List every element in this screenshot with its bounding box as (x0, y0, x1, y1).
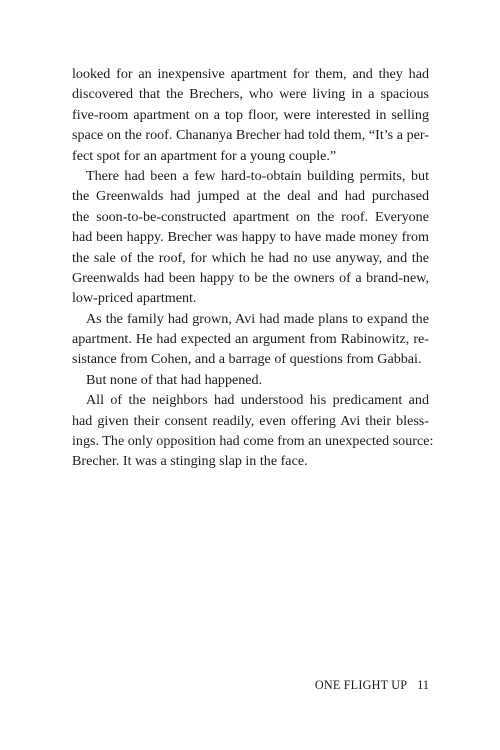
page-number: 11 (417, 678, 429, 692)
text-line: sistance from Cohen, and a barrage of questions from Gabbai. (72, 351, 422, 368)
text-line: apartment. He had expected an argument from Rabinowitz, re- (72, 331, 429, 348)
text-line: space on the roof. Chananya Brecher had told them, “It’s a per- (72, 127, 429, 144)
text-line: the Greenwalds had jumped at the deal and had purchased (72, 188, 429, 205)
text-line: Brecher. It was a stinging slap in the face. (72, 453, 308, 470)
text-line: Greenwalds had been happy to be the owners of a brand-new, (72, 269, 429, 286)
paragraph (72, 309, 429, 370)
text-line: low-priced apartment. (72, 290, 197, 307)
text-line: ings. The only opposition had come from an unexpected source: (72, 433, 434, 450)
running-title: ONE FLIGHT UP (314, 678, 408, 692)
text-line: But none of that had happened. (86, 371, 263, 388)
text-line: There had been a few hard-to-obtain building permits, but (86, 167, 429, 184)
running-footer (315, 678, 429, 693)
text-line: fect spot for an apartment for a young couple.” (72, 147, 337, 164)
paragraph (72, 370, 429, 390)
text-line: the sale of the roof, for which he had no use anyway, and the (72, 249, 429, 266)
text-line: had given their consent readily, even offering Avi their bless- (72, 412, 429, 429)
text-line: All of the neighbors had understood his predicament and (86, 392, 429, 409)
paragraph (72, 166, 429, 309)
paragraph (72, 64, 429, 166)
text-line: looked for an inexpensive apartment for them, and they had (72, 66, 429, 82)
text-line: had been happy. Brecher was happy to have made money from (72, 229, 429, 246)
text-line: discovered that the Brechers, who were living in a spacious (72, 86, 429, 103)
text-line: As the family had grown, Avi had made plans to expand the (86, 310, 429, 327)
text-line: the soon-to-be-constructed apartment on the roof. Everyone (72, 208, 429, 225)
text-line: five-room apartment on a top floor, were interested in selling (72, 106, 429, 123)
paragraph (72, 390, 434, 472)
body-text (72, 64, 434, 472)
